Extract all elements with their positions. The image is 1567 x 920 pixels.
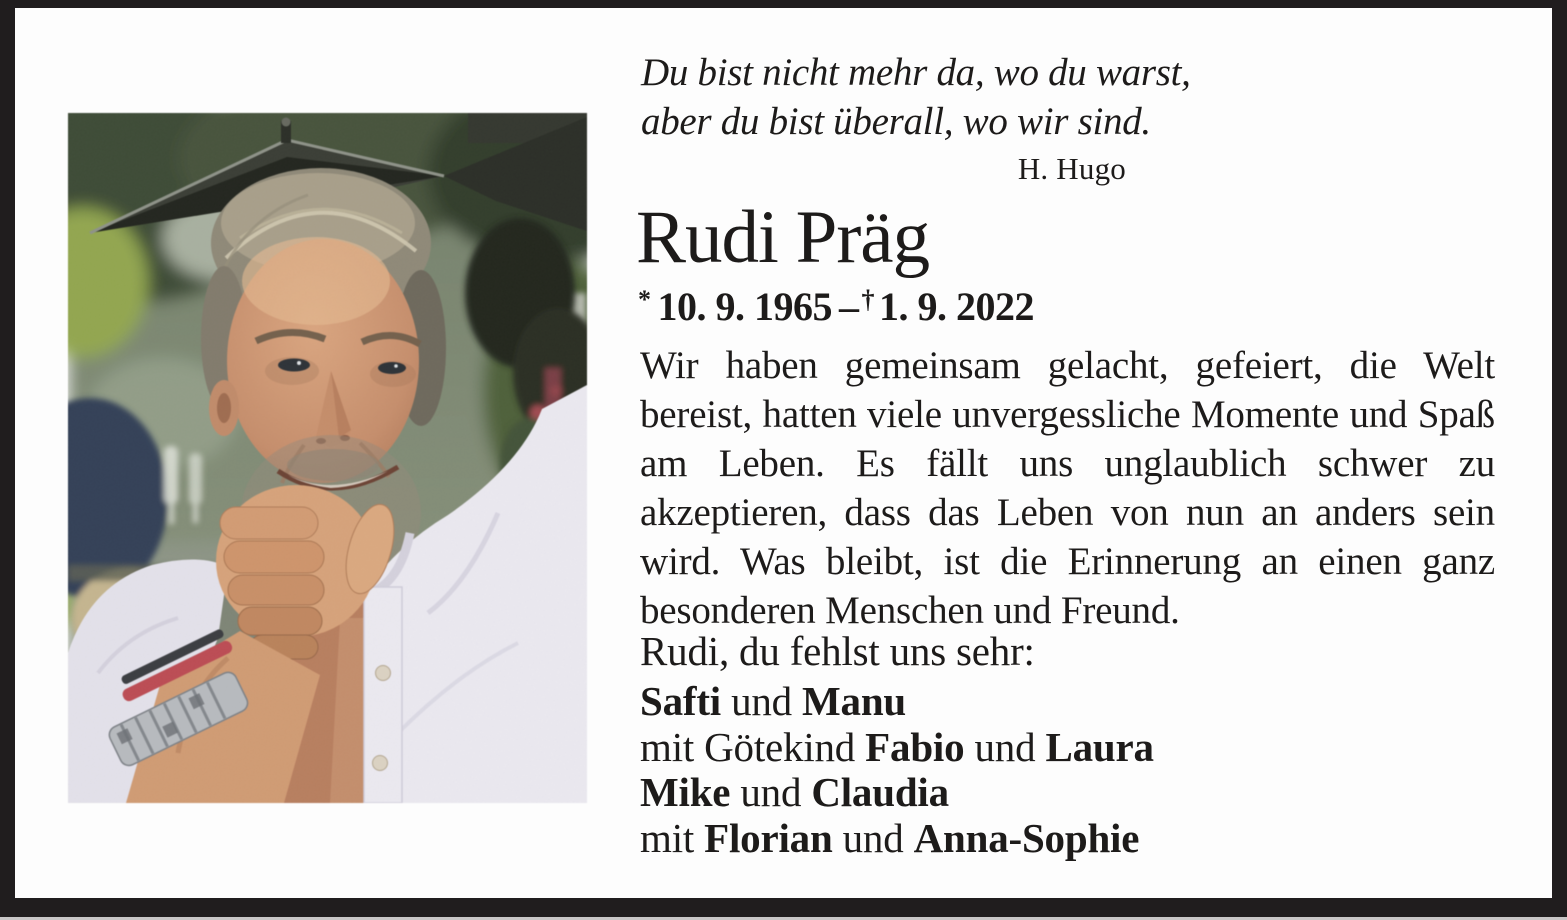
mourner-line: Safti und Manu — [640, 678, 907, 724]
quote-attribution: H. Hugo — [1017, 151, 1126, 186]
mourner-line: mit Götekind Fabio und Laura — [640, 723, 1154, 770]
quote-line-1: Du bist nicht mehr da, wo du warst, — [641, 51, 1191, 94]
mourner-line: Mike und Claudia — [640, 769, 949, 815]
obituary-body: Wir haben gemeinsam gelacht, gefeiert, die Welt bereist, hatten viele unvergessliche Momente und Spaß am Leben. Es fällt uns unglaublich schwer zu akzeptieren, dass das Leben von nun an anders sein wird. Was bleibt, ist die Erinnerung an einen ganz besonderen Menschen und Freund. — [640, 344, 1495, 632]
mourner-line: mit Florian und Anna-Sophie — [640, 814, 1140, 861]
deceased-name: Rudi Präg — [636, 196, 930, 279]
birth-date: 10. 9. 1965 — [657, 284, 832, 329]
quote-line-2: aber du bist überall, wo wir sind. — [641, 100, 1151, 143]
death-date: 1. 9. 2022 — [879, 284, 1034, 329]
memorial-quote — [641, 48, 1281, 146]
birth-star-symbol: * — [638, 285, 651, 314]
dates-separator: – — [839, 284, 859, 329]
print-grain — [68, 113, 587, 803]
portrait-photo — [68, 113, 587, 803]
death-dagger-symbol: † — [861, 285, 874, 314]
farewell-line: Rudi, du fehlst uns sehr: — [640, 628, 1035, 674]
mourners-list — [640, 679, 1154, 861]
life-dates — [638, 283, 1034, 330]
